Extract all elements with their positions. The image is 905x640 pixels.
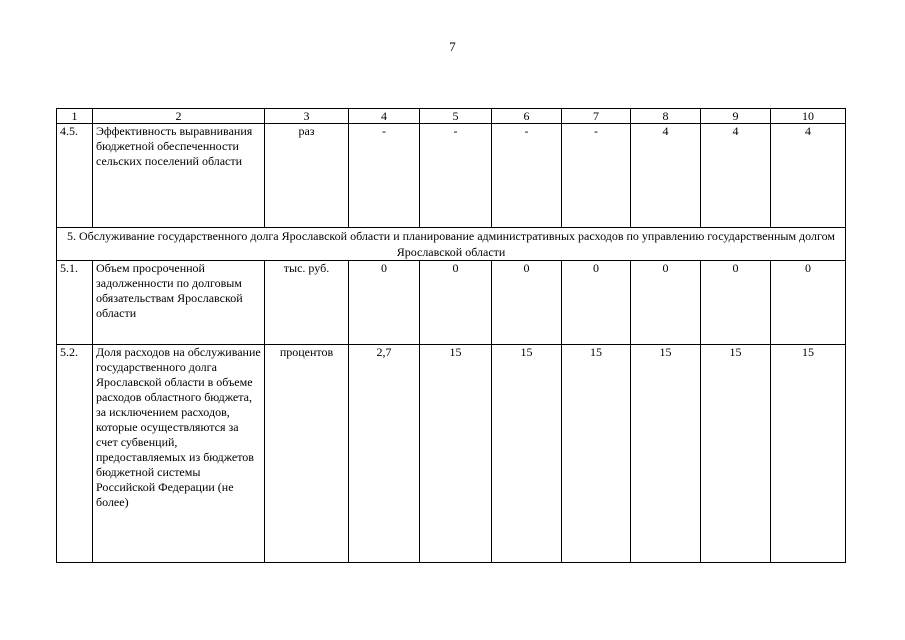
table-row [57,124,846,228]
indicators-table [56,108,846,563]
value-cell: 15 [562,345,631,563]
value-cell: 15 [701,345,771,563]
section-heading: 5. Обслуживание государственного долга Ярославской области и планирование административных расходов по управлению государственным долгом Ярославской области [57,228,846,261]
unit-cell: тыс. руб. [265,261,349,345]
indicator-name: Эффективность выравнивания бюджетной обеспеченности сельских поселений области [93,124,265,228]
indicator-name: Объем просроченной задолженности по долговым обязательствам Ярославской области [93,261,265,345]
value-cell: 15 [492,345,562,563]
value-cell: 15 [771,345,846,563]
value-cell: 15 [420,345,492,563]
value-cell: - [420,124,492,228]
header-cell: 7 [562,109,631,124]
header-cell: 4 [349,109,420,124]
value-cell: 0 [631,261,701,345]
value-cell: 0 [420,261,492,345]
value-cell: 4 [631,124,701,228]
section-heading-row [57,228,846,261]
header-cell: 9 [701,109,771,124]
header-cell: 10 [771,109,846,124]
value-cell: - [562,124,631,228]
row-number: 5.2. [57,345,93,563]
value-cell: 15 [631,345,701,563]
row-number: 4.5. [57,124,93,228]
header-cell: 2 [93,109,265,124]
value-cell: 0 [349,261,420,345]
value-cell: 0 [492,261,562,345]
value-cell: 4 [701,124,771,228]
value-cell: 4 [771,124,846,228]
value-cell: - [492,124,562,228]
header-cell: 3 [265,109,349,124]
value-cell: 0 [562,261,631,345]
header-cell: 6 [492,109,562,124]
header-cell: 1 [57,109,93,124]
table-row [57,345,846,563]
table-header-row [57,109,846,124]
header-cell: 8 [631,109,701,124]
row-number: 5.1. [57,261,93,345]
page-number: 7 [449,39,456,54]
unit-cell: процентов [265,345,349,563]
value-cell: 2,7 [349,345,420,563]
value-cell: - [349,124,420,228]
indicator-name: Доля расходов на обслуживание государственного долга Ярославской области в объеме расходов областного бюджета, за исключением расходов, которые осуществляются за счет субвенций, предоставляемых из бюджетов бюджетной системы Российской Федерации (не более) [93,345,265,563]
header-cell: 5 [420,109,492,124]
value-cell: 0 [701,261,771,345]
table-row [57,261,846,345]
unit-cell: раз [265,124,349,228]
value-cell: 0 [771,261,846,345]
